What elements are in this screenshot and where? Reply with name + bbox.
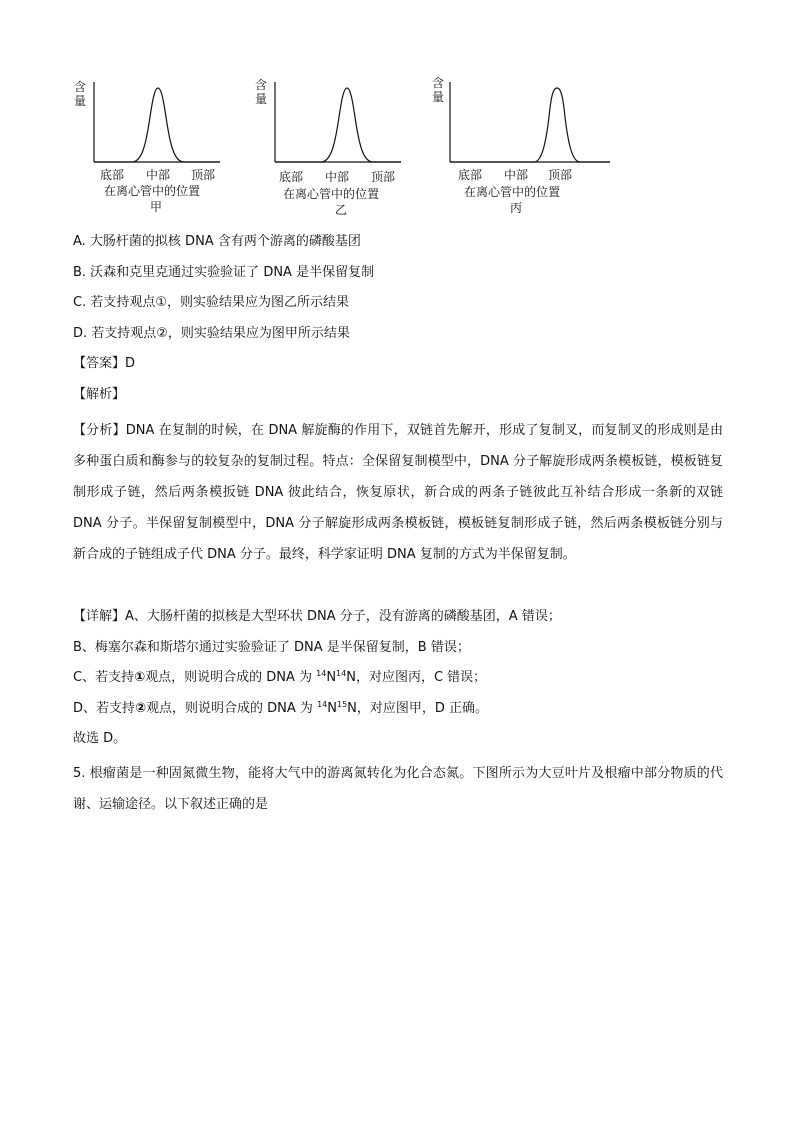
- x-tick-top: 顶部: [548, 168, 573, 182]
- options-block: [73, 227, 733, 411]
- analysis-tag: 【分析】: [73, 423, 126, 438]
- option-a: A. 大肠杆菌的拟核 DNA 含有两个游离的磷酸基团: [73, 234, 361, 249]
- answer-line: [73, 349, 733, 380]
- detail-d: [73, 694, 733, 725]
- y-axis-label: 含量: [255, 78, 268, 106]
- option-b: B. 沃森和克里克通过实验验证了 DNA 是半保留复制: [73, 264, 375, 280]
- detail-c-mid: 观点，则说明合成的 DNA 为: [145, 670, 317, 686]
- detail-c-sup2: 14: [336, 669, 347, 679]
- detail-c-mark: ①: [134, 670, 146, 686]
- x-tick-bottom: 底部: [279, 170, 304, 184]
- detail-a: [73, 602, 733, 633]
- option-c: C. 若支持观点①，则实验结果应为图乙所示结果: [73, 295, 349, 311]
- x-axis-label: 在离心管中的位置: [104, 184, 201, 198]
- graph-yi: [253, 72, 433, 222]
- analysis-text: DNA 在复制的时候，在 DNA 解旋酶的作用下，双链首先解开，形成了复制叉，而复制叉的形成则是由多种蛋白质和酶参与的较复杂的复制过程。特点：全保留复制模型中，DNA 分子解旋形成两条模板链，模板链复制形成子链，然后两条模扳链 DNA 彼此结合，恢复原状，新合成的两条子链彼此互补结合形成一条新的双链 DNA 分子。半保留复制模型中，DNA 分子解旋形成两条模板链，模板链复制形成子链，然后两条模板链分别与新合成的子链组成子代 DNA 分子。最终，科学家证明 DNA 复制的方式为半保留复制。: [73, 423, 723, 562]
- detail-conclusion: 故选 D。: [73, 731, 127, 747]
- x-tick-middle: 中部: [325, 170, 350, 184]
- detail-d-sup2: 15: [336, 699, 348, 709]
- detail-d-sup1: 14: [317, 699, 328, 709]
- detail-d-n1: N: [327, 700, 337, 716]
- detail-c-sup1: 14: [316, 669, 327, 679]
- detail-c-n1: N: [326, 670, 337, 686]
- detail-tag: 【详解】: [73, 609, 126, 624]
- detail-d-pre: D、若支持: [73, 700, 136, 716]
- analysis-label: 【解析】: [73, 386, 126, 402]
- graph-bing-plot: [430, 72, 610, 222]
- x-axis-label: 在离心管中的位置: [283, 187, 380, 201]
- answer-value: D: [125, 356, 136, 372]
- detail-d-mid: 观点，则说明合成的 DNA 为: [146, 700, 318, 716]
- x-tick-top: 顶部: [371, 170, 396, 184]
- x-tick-top: 顶部: [191, 168, 216, 182]
- density-curve: [275, 88, 401, 162]
- density-curve: [450, 88, 610, 162]
- y-axis-label: 含量: [74, 80, 87, 108]
- detail-b: B、梅塞尔森和斯塔尔通过实验验证了 DNA 是半保留复制，B 错误；: [73, 639, 470, 655]
- graph-bing: [430, 72, 610, 222]
- graph-name: 乙: [335, 203, 348, 217]
- analysis-paragraph: [73, 415, 723, 570]
- detail-c-post: N，对应图丙，C 错误；: [346, 670, 487, 686]
- question-5-text: 5. 根瘤菌是一种固氮微生物，能将大气中的游离氮转化为化合态氮。下图所示为大豆叶片及根瘤中部分物质的代谢、运输途径。以下叙述正确的是: [73, 766, 723, 812]
- detail-c: [73, 663, 733, 694]
- detail-block: [73, 602, 733, 755]
- x-tick-bottom: 底部: [458, 168, 483, 182]
- detail-d-mark: ②: [135, 700, 147, 716]
- graph-name: 丙: [510, 201, 523, 215]
- x-tick-middle: 中部: [146, 168, 171, 182]
- detail-d-post: N，对应图甲，D 正确。: [347, 700, 489, 716]
- x-tick-middle: 中部: [504, 168, 529, 182]
- question-5: [73, 758, 723, 820]
- detail-c-pre: C、若支持: [73, 670, 135, 686]
- x-tick-bottom: 底部: [100, 168, 125, 182]
- y-axis-label: 含量: [432, 76, 445, 104]
- answer-label: 【答案】: [73, 356, 126, 372]
- detail-a-text: A、大肠杆菌的拟核是大型环状 DNA 分子，没有游离的磷酸基团，A 错误；: [125, 609, 561, 624]
- option-d: D. 若支持观点②，则实验结果应为图甲所示结果: [73, 325, 350, 341]
- graph-name: 甲: [150, 200, 163, 214]
- x-axis-label: 在离心管中的位置: [464, 185, 561, 199]
- density-curve: [94, 88, 220, 162]
- graph-jia: [72, 72, 252, 222]
